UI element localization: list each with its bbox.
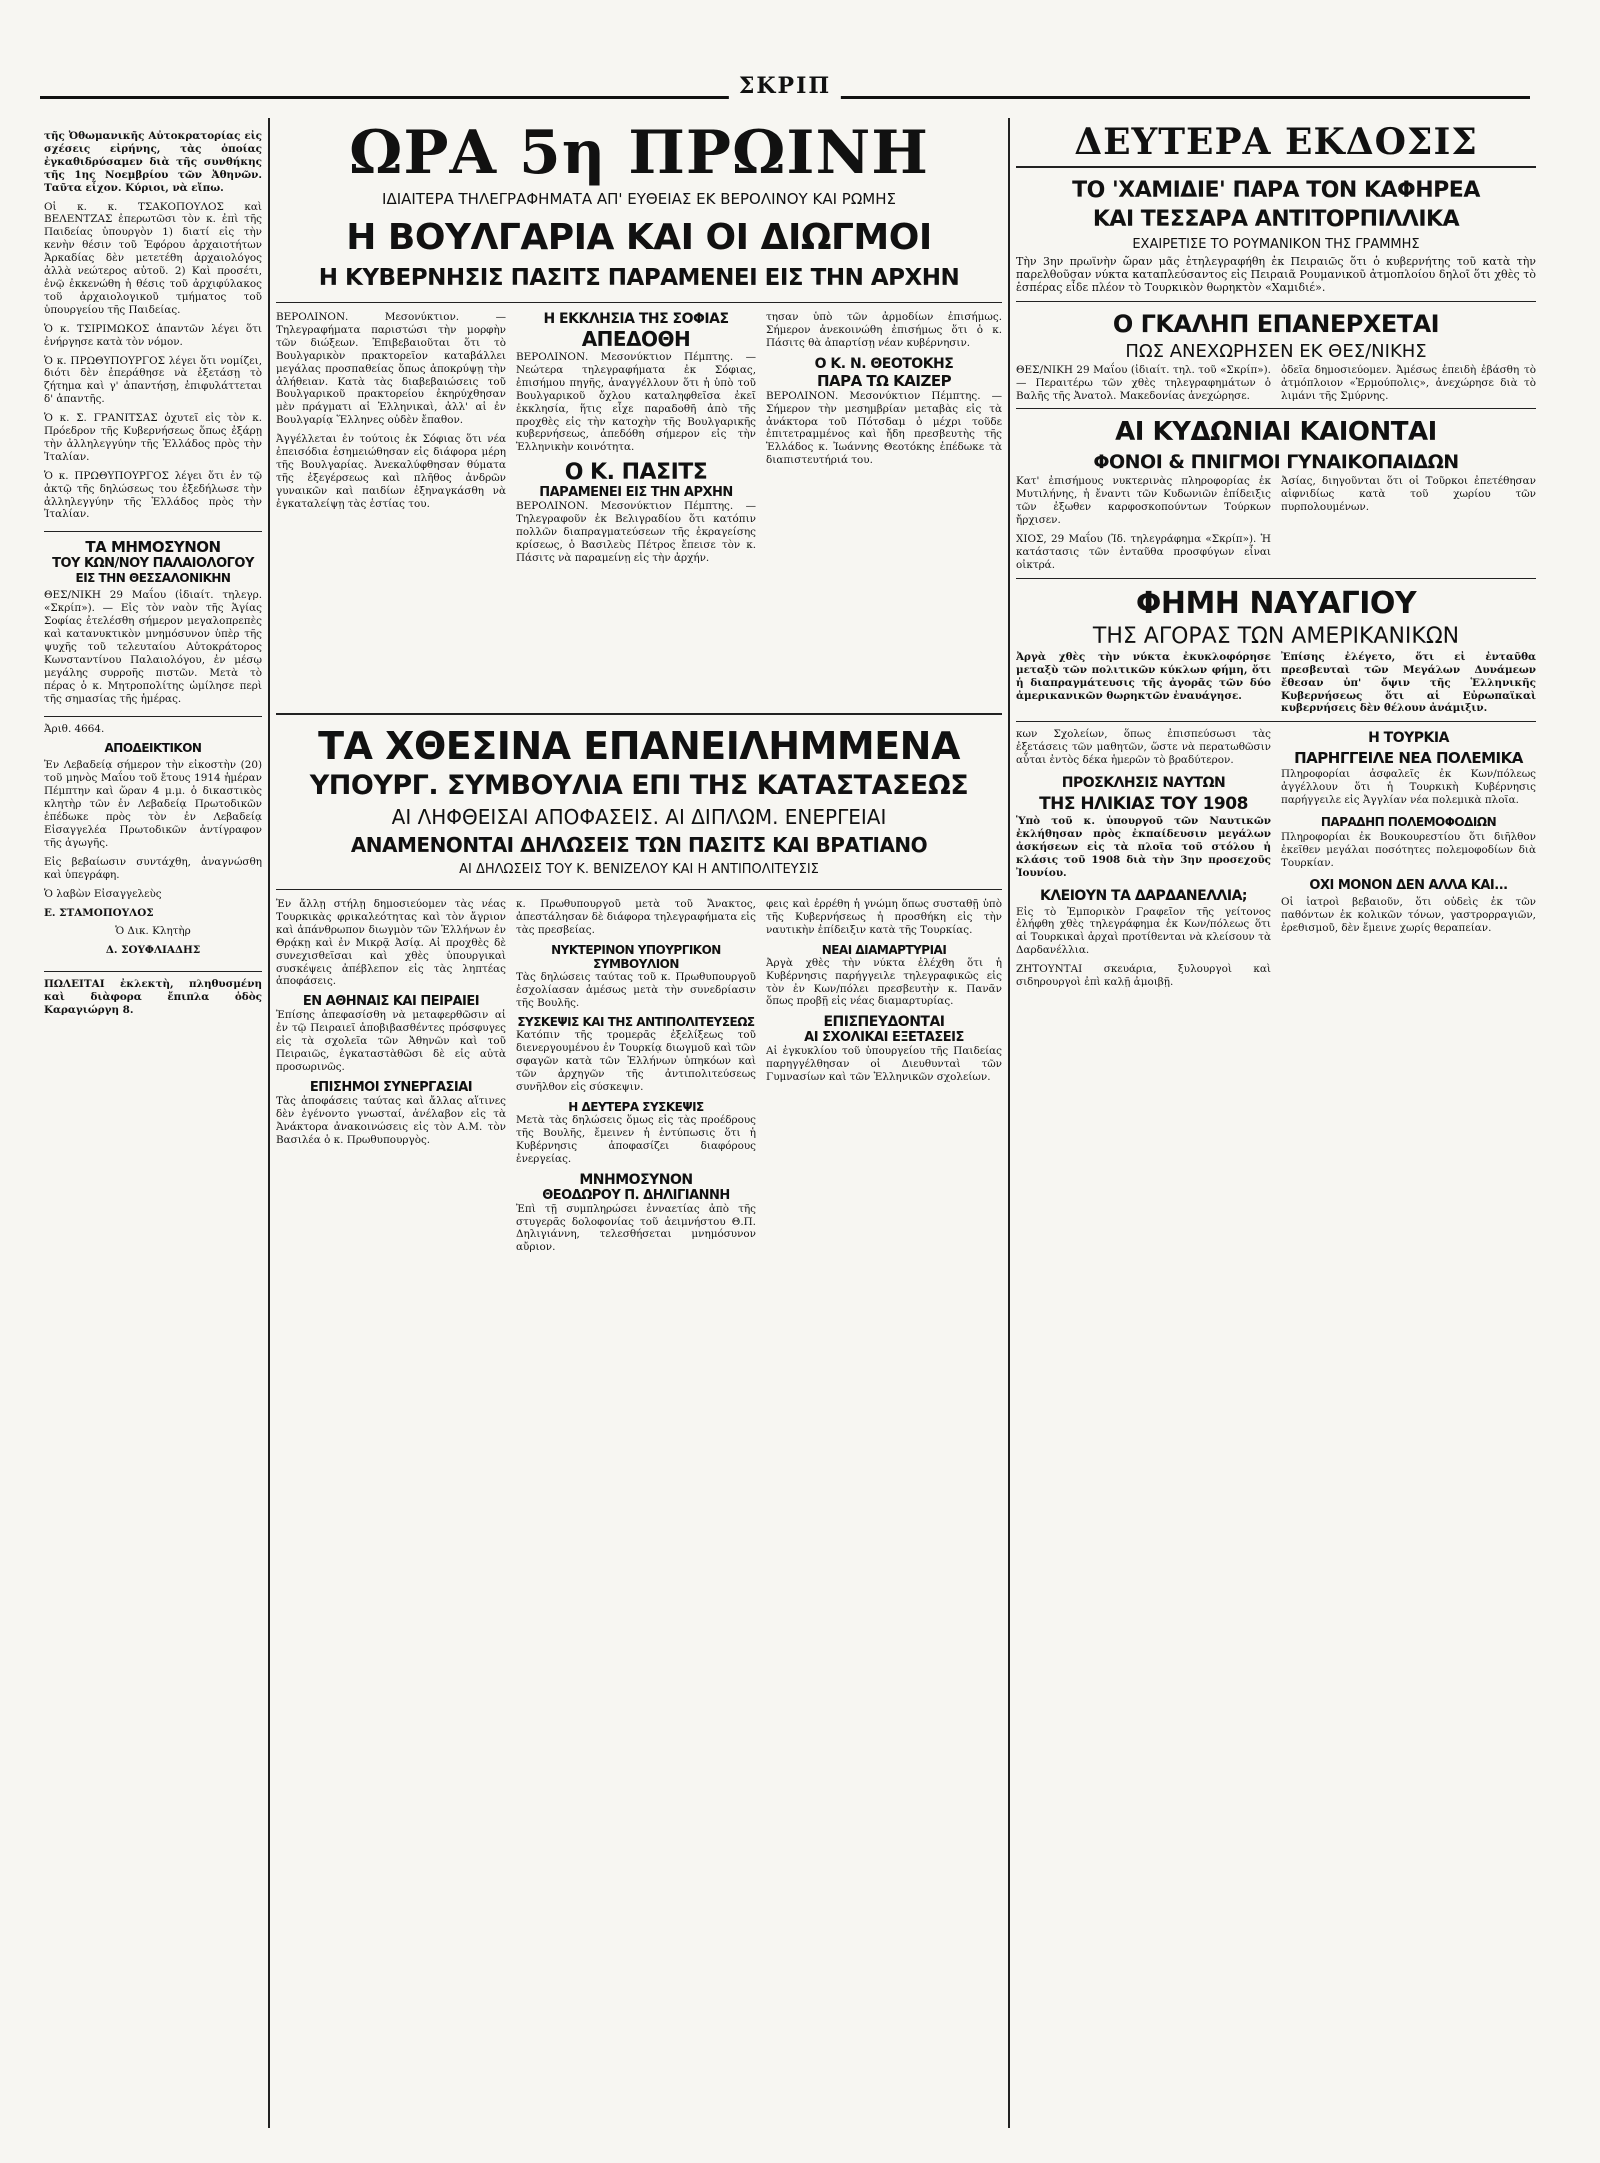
news-paragraph: ΒΕΡΟΛΙΝΟΝ. Μεσονύκτιον. — Τηλεγραφήματα παριστώσι τὴν μορφὴν τῶν διώξεων. Ἐπιβεβαιοῦται ὅτι τὸ Βουλγαρικὸν πρακτορεῖον καταβάλλει μεγάλας προσπαθείας ὅπως ἀποκρύψῃ τὴν ἀλήθειαν. Κατὰ τὰς διαβεβαιώσεις τοῦ Βουλγαρικοῦ πρακτορείου ἐκηρύχθησαν μὲν πράγματι αἱ Ἑλληνικαὶ, ἀλλ' αἱ ἐν Βουλγαρίᾳ Ἕλληνες οὐδὲν ἔπαθον. (276, 311, 506, 427)
right-subheadline: ΠΑΡΗΓΓΕΙΛΕ ΝΕΑ ΠΟΛΕΜΙΚΑ (1294, 749, 1523, 768)
news-headline: ΜΝΗΜΟΣΥΝΟΝ (579, 1171, 693, 1188)
headline-sub: Η ΚΥΒΕΡΝΗΣΙΣ ΠΑΣΙΤΣ ΠΑΡΑΜΕΝΕΙ ΕΙΣ ΤΗΝ ΑΡΧΗΝ (318, 265, 960, 291)
memo-subtitle-2: ΕΙΣ ΤΗΝ ΘΕΣΣΑΛΟΝΙΚΗΝ (75, 571, 231, 586)
certificate-number: Ἀριθ. 4664. (44, 722, 105, 735)
right-paragraph: ΖΗΤΟΥΝΤΑΙ σκευάρια, ξυλουργοὶ καὶ σιδηρουργοὶ ἐπὶ καλῇ ἀμοιβῇ. (1016, 963, 1271, 989)
news-paragraph: Αἱ ἐγκυκλίου τοῦ ὑπουργείου τῆς Παιδείας παρηγγέλθησαν οἱ Διευθυνταὶ τῶν Γυμνασίων καὶ τῶν Ἑλληνικῶν σχολείων. (766, 1045, 1002, 1084)
news-paragraph: Ἀγγέλλεται ἐν τούτοις ἐκ Σόφιας ὅτι νέα ἐπεισόδια ἐσημειώθησαν εἰς διάφορα μέρη τῆς Βουλγαρίας. Ἀνεκαλύφθησαν θύματα τῆς ἐξεγέρσεως καὶ πλῆθος ἀνδρῶν γυναικῶν καὶ παιδίων ἐξηναγκάσθη νὰ ἐγκαταλείψῃ τὰς ἑστίας του. (276, 433, 506, 510)
certificate-sign: Ε. ΣΤΑΜΟΠΟΥΛΟΣ (44, 906, 154, 919)
news-paragraph: κ. Πρωθυπουργοῦ μετὰ τοῦ Ἄνακτος, ἀπεστάλησαν δὲ διάφορα τηλεγραφήματα εἰς τὰς πρεσβείας. (516, 898, 756, 936)
right-paragraph: Πληροφορίαι ἀσφαλεῖς ἐκ Κων/πόλεως ἀγγέλλουν ὅτι ἡ Τουρκικὴ Κυβέρνησις παρήγγειλε εἰς Ἀγγλίαν νέα πολεμικὰ πλοῖα. (1281, 768, 1536, 807)
right-paragraph: Πληροφορίαι ἐκ Βουκουρεστίου ὅτι διῆλθον ἐκεῖθεν μεγάλαι ποσότητες πολεμοφοδίων διὰ Τουρκίαν. (1281, 831, 1536, 869)
right-subheadline: ΠΩΣ ΑΝΕΧΩΡΗΣΕΝ ΕΚ ΘΕΣ/ΝΙΚΗΣ (1125, 340, 1427, 362)
news-paragraph: φεις καὶ ἐρρέθη ἡ γνώμη ὅπως συσταθῇ ὑπὸ τῆς Κυβερνήσεως ἡ προσθήκη εἰς τὴν ναυτικὴν ἐπίδειξιν κατὰ τῆς Τουρκίας. (766, 898, 1002, 936)
certificate-text: Ἐν Λεβαδείᾳ σήμερον τὴν εἰκοστὴν (20) τοῦ μηνὸς Μαΐου τοῦ ἔτους 1914 ἡμέραν Πέμπτην καὶ ὥραν 4 μ.μ. ὁ δικαστικὸς κλητὴρ τῶν ἐν Λεβαδείᾳ Πρωτοδικῶν ἐπέδωκε πρὸς τὸν ἐν Λεβαδείᾳ Εἰσαγγελέα Πρωτοδικῶν ἀντίγραφον τῆς ἀγωγῆς. (44, 759, 262, 849)
right-headline: ΠΡΟΣΚΛΗΣΙΣ ΝΑΥΤΩΝ (1061, 775, 1226, 792)
center-section (276, 118, 1002, 2128)
news-headline: ΘΕΟΔΩΡΟΥ Π. ΔΗΛΙΓΙΑΝΝΗ (542, 1187, 730, 1203)
news-paragraph: Ἐπὶ τῇ συμπληρώσει ἐνναετίας ἀπὸ τῆς στυγερᾶς δολοφονίας τοῦ ἀειμνήστου Θ.Π. Δηλιγιάννη, τελεσθήσεται μνημόσυνον αὔριον. (516, 1202, 756, 1254)
right-paragraph: Τὴν 3ην πρωϊνὴν ὥραν μᾶς ἐτηλεγραφήθη ἐκ Πειραιῶς ὅτι ὁ κυβερνήτης τοῦ κατὰ τὴν παρελθοῦσαν νύκτα καταπλεύσαντος εἰς Πειραιᾶ Ρουμανικοῦ ἀτμοπλοίου δηλοῖ ὅτι χθὲς τὸ ἑσπέρας εἶδε πλέον τὸ Τουρκικὸν θωρηκτὸν «Χαμιδιέ». (1016, 255, 1536, 294)
second-edition-banner: ΔΕΥΤΕΡΑ ΕΚΔΟΣΙΣ (1016, 118, 1536, 168)
right-subheadline: ΕΧΑΙΡΕΤΙΣΕ ΤΟ ΡΟΥΜΑΝΙΚΟΝ ΤΗΣ ΓΡΑΜΜΗΣ (1132, 237, 1420, 252)
right-paragraph: Ἐπίσης ἐλέγετο, ὅτι εἰ ἐνταῦθα πρεσβευταὶ τῶν Μεγάλων Δυνάμεων ἔθεσαν ὑπ' ὄψιν τῆς Ἑλληνικῆς Κυβερνήσεως ὅτι αἱ Εὐρωπαϊκαὶ κυβερνήσεις δὲν θέλουν ἀνάμιξιν. (1281, 650, 1536, 715)
right-paragraph: Ὑπὸ τοῦ κ. ὑπουργοῦ τῶν Ναυτικῶν ἐκλήθησαν πρὸς ἐκπαίδευσιν μεγάλων ἀσκήσεων εἰς τὰ πλοῖα τοῦ στόλου ἡ κλάσις τοῦ 1908 διὰ τὴν 3ην προσεχοῦς Ἰουνίου. (1016, 815, 1271, 879)
mid-headline: ΑΙ ΔΗΛΩΣΕΙΣ ΤΟΥ Κ. ΒΕΝΙΖΕΛΟΥ ΚΑΙ Η ΑΝΤΙΠΟΛΙΤΕΥΣΙΣ (459, 862, 819, 877)
right-bottom-columns (1016, 721, 1536, 995)
news-columns-top (276, 302, 1002, 713)
memo-title: ΤΑ ΜΗΜΟΣΥΝΟΝ (85, 538, 221, 557)
news-headline: ΠΑΡΑΜΕΝΕΙ ΕΙΣ ΤΗΝ ΑΡΧΗΝ (539, 485, 733, 501)
right-headline: ΠΑΡΑΔΗΠ ΠΟΛΕΜΟΦΟΔΙΩΝ (1320, 815, 1497, 830)
right-paragraph: ΘΕΣ/ΝΙΚΗ 29 Μαΐου (ἰδιαίτ. τηλ. τοῦ «Σκρίπ»). — Περαιτέρω τῶν χθὲς τηλεγραφημάτων ὁ Βαλῆς τῆς Ἀνατολ. Μακεδονίας ἀνεχώρησε. (1016, 363, 1271, 402)
news-paragraph: ΒΕΡΟΛΙΝΟΝ. Μεσονύκτιον Πέμπτης. — Τηλεγραφοῦν ἐκ Βελιγραδίου ὅτι κατόπιν πολλῶν διαπραγματεύσεων τῆς ἐκραγείσης κρίσεως, ὁ Βασιλεὺς Πέτρος ἔπεισε τὸν κ. Πάσιτς νὰ παραμείνῃ εἰς τὴν ἀρχήν. (516, 500, 756, 564)
right-paragraph: ΧΙΟΣ, 29 Μαΐου (Ἰδ. τηλεγράφημα «Σκρίπ»). Ἡ κατάστασις τῶν ἐνταῦθα προσφύγων εἶναι οἰκτρά. (1016, 533, 1271, 571)
mid-headline-block (276, 713, 1002, 881)
right-paragraph: Ἀσίας, διηγοῦνται ὅτι οἱ Τοῦρκοι ἐπετέθησαν αἰφνιδίως κατὰ τοῦ χωρίου τῶν πυρπολουμένων. (1281, 475, 1536, 514)
right-subcolumn (1281, 728, 1536, 995)
certificate-box (44, 716, 262, 958)
left-intro: τῆς Ὀθωμανικῆς Αὐτοκρατορίας εἰς σχέσεις εἰρήνης, τὰς ὁποίας ἐγκαθιδρύσαμεν διὰ τῆς συνθήκης τῆς 1ης Νοεμβρίου τῶν Ἀθηνῶν. Ταῦτα εἶχον. Κύριοι, νὰ εἴπω. (44, 130, 262, 194)
right-headline: ΦΗΜΗ ΝΑΥΑΓΙΟΥ (1135, 585, 1417, 621)
mid-headline: ΑΝΑΜΕΝΟΝΤΑΙ ΔΗΛΩΣΕΙΣ ΤΩΝ ΠΑΣΙΤΣ ΚΑΙ ΒΡΑΤΙΑΝΟ (350, 833, 928, 857)
classified-text: ΠΩΛΕΙΤΑΙ ἐκλεκτὴ, πληθυσμένη καὶ διὰφορα ἔπιπλα ὁδὸς Καραγιώργη 8. (44, 978, 262, 1017)
right-section (1016, 118, 1536, 2128)
news-column (766, 898, 1002, 1090)
news-headline: Η ΔΕΥΤΕΡΑ ΣΥΣΚΕΨΙΣ (568, 1099, 704, 1114)
news-paragraph: Ἐπίσης ἀπεφασίσθη νὰ μεταφερθῶσιν αἱ ἐν τῷ Πειραιεῖ ἀποβιβασθέντες πρόσφυγες εἰς τὰ σχολεῖα τῶν Ἀθηνῶν καὶ τοῦ Πειραιῶς, ἐγκαταστὰθῶσι δὲ εἰς αὐτὰ προσωρινῶς. (276, 1009, 506, 1073)
news-paragraph: τησαν ὑπὸ τῶν ἀρμοδίων ἐπισήμως. Σήμερον ἀνεκοινώθη ἐπισήμως ὅτι ὁ κ. Πάσιτς θὰ ἀπαρτίσῃ νέαν κυβέρνησιν. (766, 311, 1002, 349)
column-rule (268, 118, 270, 2128)
news-headline: Ο Κ. Ν. ΘΕΟΤΟΚΗΣ (814, 355, 954, 372)
news-columns-bottom (276, 889, 1002, 1890)
news-paragraph: ΒΕΡΟΛΙΝΟΝ. Μεσονύκτιον Πέμπτης. — Σήμερον τὴν μεσημβρίαν μεταβὰς εἰς τὰ ἀνάκτορα τοῦ Πότσδαμ ὁ μέχρι τοῦδε ἐπιτετραμμένος καὶ ἤδη πρεσβευτὴς τῆς Ἑλλάδος κ. Ἰωάννης Θεοτόκης ἐπέδωκε τὰ διαπιστευτήριά του. (766, 389, 1002, 467)
headline-main: Η ΒΟΥΛΓΑΡΙΑ ΚΑΙ ΟΙ ΔΙΩΓΜΟΙ (346, 217, 932, 258)
right-subcolumn (1016, 728, 1271, 995)
news-headline: ΕΠΙΣΗΜΟΙ ΣΥΝΕΡΓΑΣΙΑΙ (309, 1079, 473, 1095)
left-column (44, 130, 262, 2120)
right-paragraph: Κατ' ἐπισήμους νυκτερινὰς πληροφορίας ἐκ Μυτιλήνης, ἡ ἔναντι τῶν Κυδωνιῶν ἐπίδειξις τῶν ἐξωθεν καρφοσκοπούντων Τούρκων ἤρχισεν. (1016, 475, 1271, 527)
left-paragraph: Ὁ κ. ΠΡΩΘΥΠΟΥΡΓΟΣ λέγει ὅτι νομίζει, διότι δὲν ἐπεράθησε νὰ ἐξετάσῃ τὸ ζήτημα καὶ γ' ἀπαντήσῃ, ἐπιφυλάττεται δ' ἀπαντῆς. (44, 354, 262, 406)
certificate-sign: Εἰς βεβαίωσιν συντάχθη, ἀναγνώσθη καὶ ὑπεγράφη. (44, 855, 262, 881)
certificate-sign: Ὁ λαβὼν Εἰσαγγελεὺς (44, 887, 162, 900)
right-headline: Ο ΓΚΑΛΗΠ ΕΠΑΝΕΡΧΕΤΑΙ (1112, 309, 1440, 338)
right-article (1016, 578, 1536, 722)
news-headline: ΣΥΣΚΕΨΙΣ ΚΑΙ ΤΗΣ ΑΝΤΙΠΟΛΙΤΕΥΣΕΩΣ (517, 1015, 755, 1030)
right-article (1016, 408, 1536, 577)
masthead-name: ΣΚΡΙΠ (729, 73, 841, 99)
news-headline: Η ΕΚΚΛΗΣΙΑ ΤΗΣ ΣΟΦΙΑΣ (543, 311, 729, 327)
news-column (516, 311, 756, 571)
certificate-title: ΑΠΟΔΕΙΚΤΙΚΟΝ (104, 741, 202, 756)
left-paragraph: Ὁ κ. Σ. ΓΡΑΝΙΤΣΑΣ ὀχυτεῖ εἰς τὸν κ. Πρόεδρον τῆς Κυβερνήσεως ὅπως ἐξάρῃ τὴν ἀλληλεγγύην τῆς Ἑλλάδος πρὸς τὴν Ἰταλίαν. (44, 412, 262, 463)
right-article (1016, 301, 1536, 409)
news-column (276, 311, 506, 517)
right-paragraph: Ἀργὰ χθὲς τὴν νύκτα ἐκυκλοφόρησε μεταξὺ τῶν πολιτικῶν κύκλων φήμη, ὅτι ἡ διαπραγμάτευσις τῆς ἀγορᾶς τῶν δύο ἀμερικανικῶν θωρηκτῶν ἐναυάγησε. (1016, 650, 1271, 702)
right-headline: ΟΧΙ ΜΟΝΟΝ ΔΕΝ ΑΛΛΑ ΚΑΙ... (1309, 877, 1508, 893)
news-headline: ΝΕΑΙ ΔΙΑΜΑΡΤΥΡΙΑΙ (821, 942, 947, 957)
news-paragraph: Κατόπιν τῆς τρομερᾶς ἐξελίξεως τοῦ διενεργουμένου ἐν Τουρκίᾳ διωγμοῦ καὶ τῶν σφαγῶν κατὰ τῶν Ἑλλήνων ὑπηκόων καὶ τῶν ἀρχηγῶν τῆς ἀντιπολιτεύσεως συνῆλθον εἰς σύσκεψιν. (516, 1029, 756, 1094)
news-headline: Ο Κ. ΠΑΣΙΤΣ (564, 460, 708, 486)
right-subheadline: ΤΗΣ ΑΓΟΡΑΣ ΤΩΝ ΑΜΕΡΙΚΑΝΙΚΩΝ (1092, 623, 1460, 649)
classified-ad (44, 971, 262, 1017)
right-headline: ΑΙ ΚΥΔΩΝΙΑΙ ΚΑΙΟΝΤΑΙ (1115, 417, 1437, 448)
left-paragraph: Οἱ κ. κ. ΤΣΑΚΟΠΟΥΛΟΣ καὶ ΒΕΛΕΝΤΖΑΣ ἐπερωτῶσι τὸν κ. ἐπὶ τῆς Παιδείας ὑπουργὸν 1) διατί εἰς τὴν κενὴν θέσιν τοῦ Ἐφόρου ἀρχαιοτήτων Ἀρκαδίας δὲν μετετέθη ἀρχαιολόγος ἀλλὰ νεώτερος αὐτοῦ. 2) Καὶ προσέτι, ἐνῷ ἐκκενώθη ἡ θέσις τοῦ ἀρχιφύλακος τοῦ ἀρχαιολογικοῦ τμήματος τοῦ ὑπουργείου τῆς Παιδείας. (44, 200, 262, 316)
news-paragraph: Ἐν ἄλλῃ στήλῃ δημοσιεύομεν τὰς νέας Τουρκικὰς φρικαλεότητας καὶ τὸν ἄγριον καὶ ἀπάνθρωπον διωγμὸν τῶν Ἑλλήνων ἐν Θρᾴκῃ καὶ ἐν Μικρᾷ Ἀσίᾳ. Αἱ προχθὲς δὲ συνεχισθεῖσαι καὶ χθὲς ὑπουργικαὶ συσκέψεις ἀπέβλεπον εἰς τὰς ληπτέας ἀποφάσεις. (276, 898, 506, 988)
news-paragraph: Ἀργὰ χθὲς τὴν νύκτα ἐλέχθη ὅτι ἡ Κυβέρνησις παρήγγειλε τηλεγραφικῶς εἰς τὸν ἐν Κων/πόλει πρεσβευτὴν κ. Πανᾶν ὅπως προβῇ εἰς νέας διαμαρτυρίας. (766, 956, 1002, 1008)
right-subheadline: ΦΟΝΟΙ & ΠΝΙΓΜΟΙ ΓΥΝΑΙΚΟΠΑΙΔΩΝ (1093, 451, 1459, 474)
news-paragraph: Τὰς ἀποφάσεις ταύτας καὶ ἄλλας αἵτινες δὲν ἐγένοντο γνωσταί, ἀνέλαβον εἰς τὰ Ἀνάκτορα ἀνακοινώσεις εἰς τὸν Α.Μ. τὸν Βασιλέα ὁ κ. Πρωθυπουργὸς. (276, 1094, 506, 1146)
right-headline: ΤΟ 'ΧΑΜΙΔΙΕ' ΠΑΡΑ ΤΟΝ ΚΑΦΗΡΕΑ (1072, 178, 1480, 203)
masthead-rule (40, 73, 1530, 117)
left-paragraph: Ὁ κ. ΠΡΩΘΥΠΟΥΡΓΟΣ λέγει ὅτι ἐν τῷ ἀκτῷ τῆς δηλώσεως του ἐξεδήλωσε τὴν ἀλληλεγγύην τῆς Ἑλλάδος πρὸς τὴν Ἰταλίαν. (44, 469, 262, 521)
left-paragraph: Ὁ κ. ΤΣΙΡΙΜΩΚΟΣ ἀπαντῶν λέγει ὅτι ἐνήργησε κατὰ τὸν νόμον. (44, 322, 262, 348)
right-headline: ΚΛΕΙΟΥΝ ΤΑ ΔΑΡΔΑΝΕΛΛΙΑ; (1039, 887, 1248, 904)
column-rule (1008, 118, 1010, 2128)
memo-text: ΘΕΣ/ΝΙΚΗ 29 Μαΐου (ἰδιαίτ. τηλεγρ. «Σκρίπ»). — Εἰς τὸν ναὸν τῆς Ἁγίας Σοφίας ἐτελέσθη σήμερον μεγαλοπρεπὲς καὶ κατανυκτικὸν μνημόσυνον ὑπὲρ τῆς ψυχῆς τοῦ τελευταίου Αὐτοκράτορος Κωνσταντίνου Παλαιολόγου, ἐν μέσῳ μεγάλης συρροῆς πιστῶν. Μετὰ τὸ πέρας ὁ κ. Μητροπολίτης ὡμίλησε περὶ τῆς σημασίας τῆς ἡμέρας. (44, 589, 262, 705)
news-column (276, 898, 506, 1153)
right-subcolumn (1016, 475, 1271, 577)
right-paragraph: Οἱ ἰατροὶ βεβαιοῦν, ὅτι οὐδεὶς ἐκ τῶν παθόντων ἐκ κολικῶν τόνων, γαστρορραγιῶν, ἐρεθισμοῦ, δὲν ἔμεινε χωρίς θεραπείαν. (1281, 895, 1536, 934)
right-paragraph: Εἰς τὸ Ἐμπορικὸν Γραφεῖον τῆς γείτονος ἐλήφθη χθὲς τηλεγράφημα ἐκ Κων/πόλεως ὅτι αἱ Τουρκικαὶ ἀρχαὶ προτίθενται νὰ κλείσουν τὰ Δαρδανέλλια. (1016, 905, 1271, 957)
news-headline: ΝΥΚΤΕΡΙΝΟΝ ΥΠΟΥΡΓΙΚΟΝ ΣΥΜΒΟΥΛΙΟΝ (551, 942, 721, 971)
memo-box (44, 531, 262, 705)
certificate-sign: Ὁ Δικ. Κλητὴρ (115, 925, 191, 938)
news-paragraph: ΒΕΡΟΛΙΝΟΝ. Μεσονύκτιον Πέμπτης. — Νεώτερα τηλεγραφήματα ἐκ Σόφιας, ἐπισήμου πηγῆς, ἀναγγέλλουν ὅτι ἡ ὑπὸ τοῦ Βουλγαρικοῦ ὄχλου καταληφθεῖσα ἐκεῖ ἐκκλησία, ἥτις εἶχε παραδοθῆ ἀπὸ τῆς προχθὲς εἰς τὴν κατοχὴν τῆς Βουλγαρικῆς κυβερνήσεως, ἀπεδόθη σήμερον εἰς τὴν Ἑλληνικὴν κοινότητα. (516, 351, 756, 454)
news-paragraph: Τὰς δηλώσεις ταύτας τοῦ κ. Πρωθυπουργοῦ ἐσχολίασαν ἀμέσως μετὰ τὴν συνεδρίασιν τῆς Βουλῆς. (516, 970, 756, 1009)
right-paragraph: κων Σχολείων, ὅπως ἐπισπεύσωσι τὰς ἐξετάσεις τῶν μαθητῶν, ὥστε νὰ περατωθῶσιν αὗται ἐντὸς δέκα ἡμερῶν τὸ βραδύτερον. (1016, 728, 1271, 767)
mid-headline: ΑΙ ΛΗΦΘΕΙΣΑΙ ΑΠΟΦΑΣΕΙΣ. ΑΙ ΔΙΠΛΩΜ. ΕΝΕΡΓΕΙΑΙ (391, 805, 887, 829)
mid-headline: ΤΑ ΧΘΕΣΙΝΑ ΕΠΑΝΕΙΛΗΜΜΕΝΑ (318, 724, 960, 768)
news-headline: ΕΠΙΣΠΕΥΔΟΝΤΑΙ (823, 1014, 945, 1031)
news-column (516, 898, 756, 1260)
news-column (766, 311, 1002, 473)
news-headline: ΑΠΕΔΟΘΗ (581, 327, 691, 351)
right-headline: ΚΑΙ ΤΕΣΣΑΡΑ ΑΝΤΙΤΟΡΠΙΛΛΙΚΑ (1092, 207, 1460, 232)
edition-banner: ΩΡΑ 5η ΠΡΩΙΝΗ (348, 118, 929, 188)
certificate-sign: Δ. ΣΟΥΦΛΙΑΔΗΣ (105, 944, 201, 957)
right-paragraph: ὀδεῖα δημοσιεύομεν. Ἀμέσως ἐπειδὴ ἐβάσθη τὸ ἀτμόπλοιον «Ἑρμούπολις», ἀνεχώρησε διὰ τὸ λιμάνι τῆς Σμύρνης. (1281, 363, 1536, 402)
news-headline: ΕΝ ΑΘΗΝΑΙΣ ΚΑΙ ΠΕΙΡΑΙΕΙ (302, 994, 480, 1010)
news-headline: ΠΑΡΑ ΤΩ ΚΑΙΖΕΡ (816, 371, 952, 390)
right-headline: Η ΤΟΥΡΚΙΑ (1368, 730, 1449, 747)
news-paragraph: Μετὰ τὰς δηλώσεις ὅμως εἰς τὰς προέδρους τῆς Βουλῆς, ἔμεινεν ἡ ἐντύπωσις ὅτι ἡ Κυβέρνησις ἀποφασίζει διαφόρους ἐνεργείας. (516, 1113, 756, 1165)
mid-headline: ΥΠΟΥΡΓ. ΣΥΜΒΟΥΛΙΑ ΕΠΙ ΤΗΣ ΚΑΤΑΣΤΑΣΕΩΣ (309, 770, 969, 801)
news-headline: ΑΙ ΣΧΟΛΙΚΑΙ ΕΞΕΤΑΣΕΙΣ (804, 1030, 964, 1046)
edition-subtitle: ΙΔΙΑΙΤΕΡΑ ΤΗΛΕΓΡΑΦΗΜΑΤΑ ΑΠ' ΕΥΘΕΙΑΣ ΕΚ ΒΕΡΟΛΙΝΟΥ ΚΑΙ ΡΩΜΗΣ (382, 190, 896, 208)
memo-subtitle: ΤΟΥ ΚΩΝ/ΝΟΥ ΠΑΛΑΙΟΛΟΓΟΥ (52, 556, 254, 572)
right-subheadline: ΤΗΣ ΗΛΙΚΙΑΣ ΤΟΥ 1908 (1039, 794, 1248, 815)
